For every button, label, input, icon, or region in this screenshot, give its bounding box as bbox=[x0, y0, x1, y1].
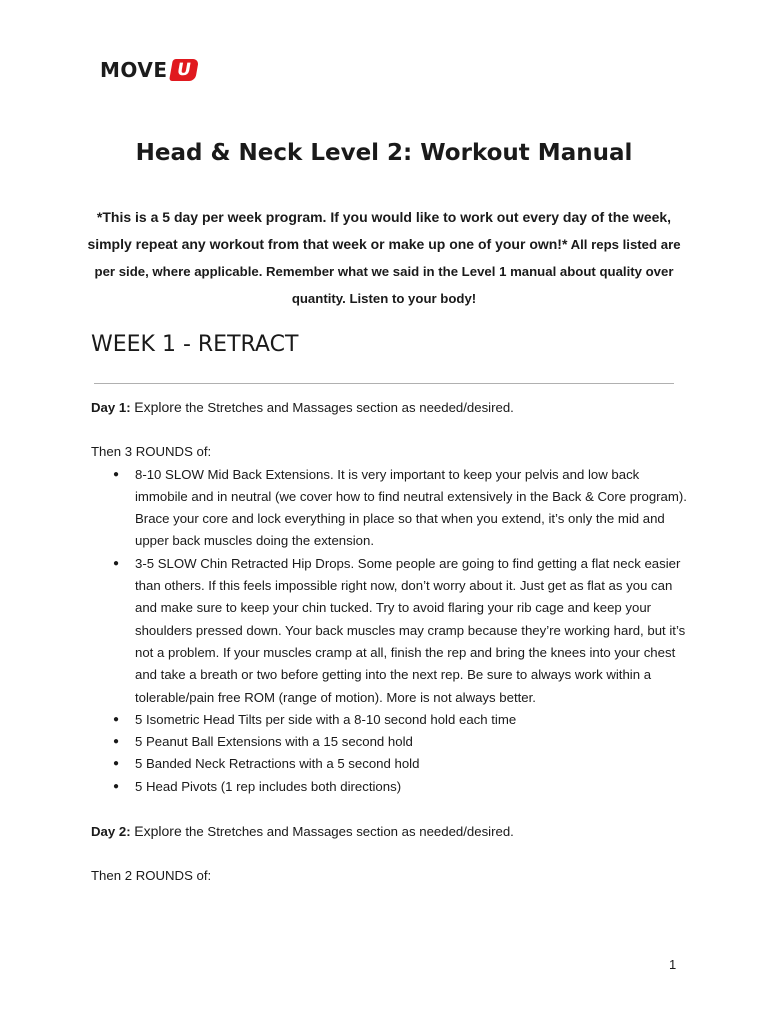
intro-program-note: *This is a 5 day per week program. If you would like to work out every day of the week, simply repeat any workout from that week or make up one of your own!* bbox=[87, 209, 672, 252]
spacer bbox=[91, 798, 691, 820]
list-item: ● 5 Head Pivots (1 rep includes both directions) bbox=[135, 776, 691, 798]
day1-rounds: Then 3 ROUNDS of: bbox=[91, 444, 212, 460]
day1-instructions: the Stretches and Massages section as needed/desired. bbox=[181, 400, 514, 415]
day1-exercise-list bbox=[91, 464, 691, 798]
day2-line bbox=[91, 820, 691, 843]
logo-u-badge: U bbox=[169, 59, 199, 81]
day2-label: Day 2: bbox=[91, 824, 131, 840]
section-divider bbox=[94, 383, 674, 384]
page-title: Head & Neck Level 2: Workout Manual bbox=[135, 140, 633, 166]
list-item: ● 5 Peanut Ball Extensions with a 15 second hold bbox=[135, 731, 691, 753]
moveu-logo bbox=[100, 58, 197, 82]
page-number: 1 bbox=[669, 957, 677, 972]
day2-instructions: the Stretches and Massages section as needed/desired. bbox=[181, 824, 514, 840]
week-heading: WEEK 1 - RETRACT bbox=[91, 332, 299, 357]
list-item: ● 8-10 SLOW Mid Back Extensions. It is very important to keep your pelvis and low back immobile and in neutral (we cover how to find neutral extensively in the Back & Core program). Brace your core and lock everything in place so that when you extend, it’s only the mid and upper back muscles doing the extension. bbox=[135, 464, 691, 553]
list-item: ● 5 Isometric Head Tilts per side with a 8-10 second hold each time bbox=[135, 709, 691, 731]
day1-explore: Explore bbox=[134, 399, 182, 415]
list-item: ● 3-5 SLOW Chin Retracted Hip Drops. Some people are going to find getting a flat neck easier than others. If this feels impossible right now, don’t worry about it. Just get as flat as you can and make sure to keep your chin tucked. Try to avoid flaring your rib cage and keep your shoulders pressed down. Your back muscles may cramp because they’re working hard, but it’s not a problem. If your muscles cramp at all, finish the rep and bring the knees into your chest and take a breath or two before getting into the next rep. Be sure to always work within a tolerable/pain free ROM (range of motion). More is not always better. bbox=[135, 553, 691, 709]
day2-explore: Explore bbox=[134, 823, 182, 840]
day2-rounds: Then 2 ROUNDS of: bbox=[91, 868, 212, 884]
logo-text: MOVE bbox=[100, 58, 168, 82]
day1-line bbox=[91, 396, 691, 419]
intro-reps-note: All reps listed are per side, where applicable. Remember what we said in the Level 1 manual about quality over quantity. Listen to your body! bbox=[94, 237, 681, 306]
intro-paragraph bbox=[84, 204, 684, 312]
list-item: ● 5 Banded Neck Retractions with a 5 second hold bbox=[135, 753, 691, 775]
workout-content bbox=[91, 396, 691, 888]
day1-label: Day 1: bbox=[91, 400, 131, 415]
